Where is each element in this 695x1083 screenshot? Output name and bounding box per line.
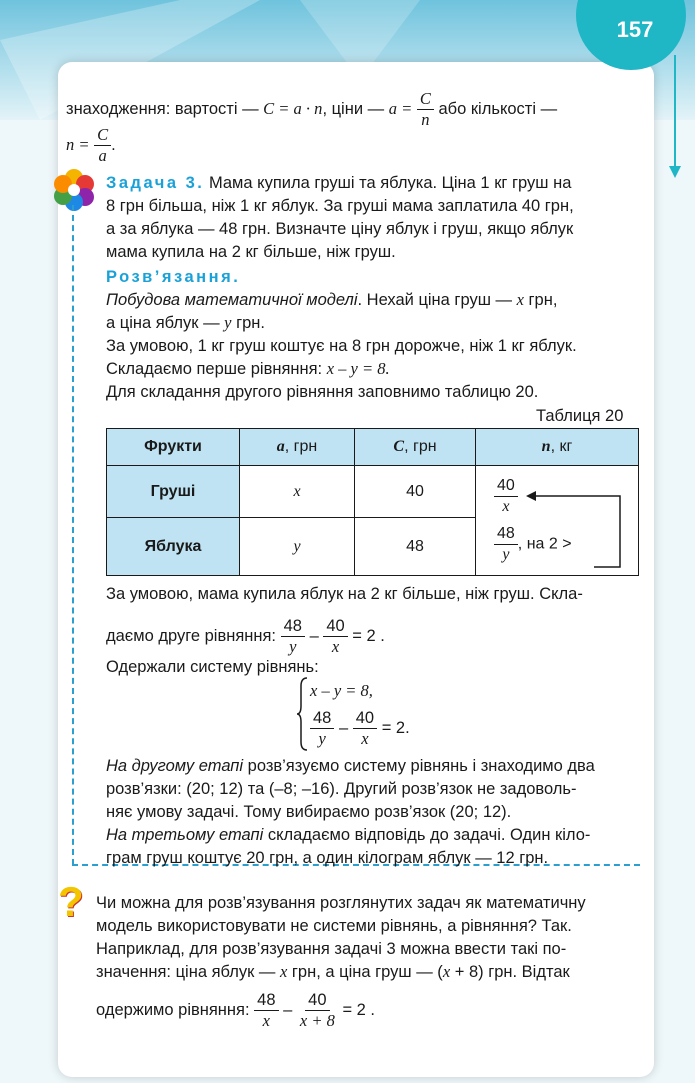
- qty-fraction-apples: $\frac{48}{y}$: [494, 524, 518, 565]
- system-brace-icon: [296, 676, 308, 752]
- q-fraction-48-x: $\frac{48}{x}$: [254, 990, 278, 1031]
- header-quantity: n, кг: [476, 429, 639, 466]
- stage2-line-1: На другому етапі розв’язуємо систему рівнянь і знаходимо два: [106, 757, 595, 775]
- cell-fruit: Груші: [107, 466, 240, 518]
- solution-line-4: Складаємо перше рівняння: x – y = 8.: [106, 359, 390, 378]
- fraction-40-x: $\frac{40}{x}$: [323, 616, 347, 657]
- header-price: a, грн: [240, 429, 355, 466]
- fraction-48-y: $\frac{48}{y}$: [281, 616, 305, 657]
- page-number: 157: [616, 17, 654, 42]
- table-20: [106, 428, 639, 576]
- question-line-1: Чи можна для розв’язування розглянутих задач як математичну: [96, 894, 586, 912]
- margin-arrow-icon: [669, 166, 681, 178]
- second-equation-line: даємо друге рівняння: $\frac{48}{y}$ – $\frac{40}{x}$ = 2 .: [106, 617, 385, 656]
- system-eq-1: x – y = 8,: [310, 681, 373, 700]
- stage3-line-1: На третьому етапі складаємо відповідь до задачі. Один кіло-: [106, 826, 591, 844]
- table-row: [107, 466, 639, 518]
- solution-line-1: Побудова математичної моделі. Нехай ціна груш — x грн,: [106, 290, 558, 309]
- price-fraction: $\frac{C}{n}$: [417, 89, 434, 130]
- question-equation-line: одержимо рівняння: $\frac{48}{x}$ – $\frac{40}{x + 8}$ = 2 .: [96, 991, 376, 1030]
- q-fraction-40-x8: $\frac{40}{x + 8}$: [299, 991, 335, 1030]
- cell-fruit: Яблука: [107, 518, 240, 576]
- header-cost: C, грн: [355, 429, 476, 466]
- margin-arrow-line: [674, 55, 676, 170]
- solution-line-3: За умовою, 1 кг груш коштує на 8 грн дорожче, ніж 1 кг яблук.: [106, 337, 577, 355]
- solution-heading: Розв’язання.: [106, 268, 241, 286]
- stage3-line-2: грам груш коштує 20 грн, а один кілограм яблук — 12 грн.: [106, 849, 549, 867]
- question-mark-icon: ?: [58, 878, 84, 925]
- flower-icon: [52, 168, 96, 212]
- task-line-4: мама купила на 2 кг більше, ніж груш.: [106, 243, 396, 261]
- qty-fraction: $\frac{C}{a}$: [94, 125, 111, 166]
- sys-fraction-48-y: $\frac{48}{y}$: [310, 708, 334, 749]
- stage2-line-2: розв’язки: (20; 12) та (–8; –16). Другий розв’язок не задоволь-: [106, 780, 577, 798]
- solution-line-5: Для складання другого рівняння заповнимо таблицю 20.: [106, 383, 539, 401]
- cell-quantity: $\frac{40}{x}$ $\frac{48}{y}$ , на 2 >: [476, 466, 639, 576]
- stage2-line-3: няє умову задачі. Тому вибираємо розв’язок (20; 12).: [106, 803, 512, 821]
- sys-fraction-40-x: $\frac{40}{x}$: [353, 708, 377, 749]
- task-line-2: 8 грн більша, ніж 1 кг яблук. За груші мама заплатила 40 грн,: [106, 197, 574, 215]
- intro-qty-line: n = $\frac{C}{a}$ .: [66, 125, 116, 165]
- qty-fraction-pears: $\frac{40}{x}$: [494, 476, 518, 517]
- after-table-line-1: За умовою, мама купила яблук на 2 кг більше, ніж груш. Скла-: [106, 585, 583, 603]
- cell-price: x: [240, 466, 355, 518]
- cell-price: y: [240, 518, 355, 576]
- table-caption: Таблиця 20: [536, 407, 624, 425]
- table-header-row: [107, 429, 639, 466]
- question-line-2: модель використовувати не системи рівнянь, а рівняння? Так.: [96, 917, 572, 935]
- system-eq-2: $\frac{48}{y}$ – $\frac{40}{x}$ = 2.: [310, 708, 410, 749]
- system-intro: Одержали систему рівнянь:: [106, 658, 319, 676]
- header-fruits: Фрукти: [107, 429, 240, 466]
- task-line-3: а за яблука — 48 грн. Визначте ціну яблук і груш, якщо яблук: [106, 220, 574, 238]
- cell-cost: 40: [355, 466, 476, 518]
- task-line-1: Задача 3. Мама купила груші та яблука. Ціна 1 кг груш на: [106, 174, 572, 192]
- cell-cost: 48: [355, 518, 476, 576]
- question-line-3: Наприклад, для розв’язування задачі 3 можна ввести такі по-: [96, 940, 567, 958]
- solution-line-2: а ціна яблук — y грн.: [106, 313, 265, 332]
- dashed-border-left: [72, 205, 74, 865]
- intro-line: знаходження: вартості — C = a · n, ціни — a = $\frac{C}{n}$ або кількості —: [66, 89, 558, 129]
- compare-arrow-icon: [524, 476, 624, 576]
- question-line-4: значення: ціна яблук — x грн, а ціна груш — (x + 8) грн. Відтак: [96, 962, 570, 981]
